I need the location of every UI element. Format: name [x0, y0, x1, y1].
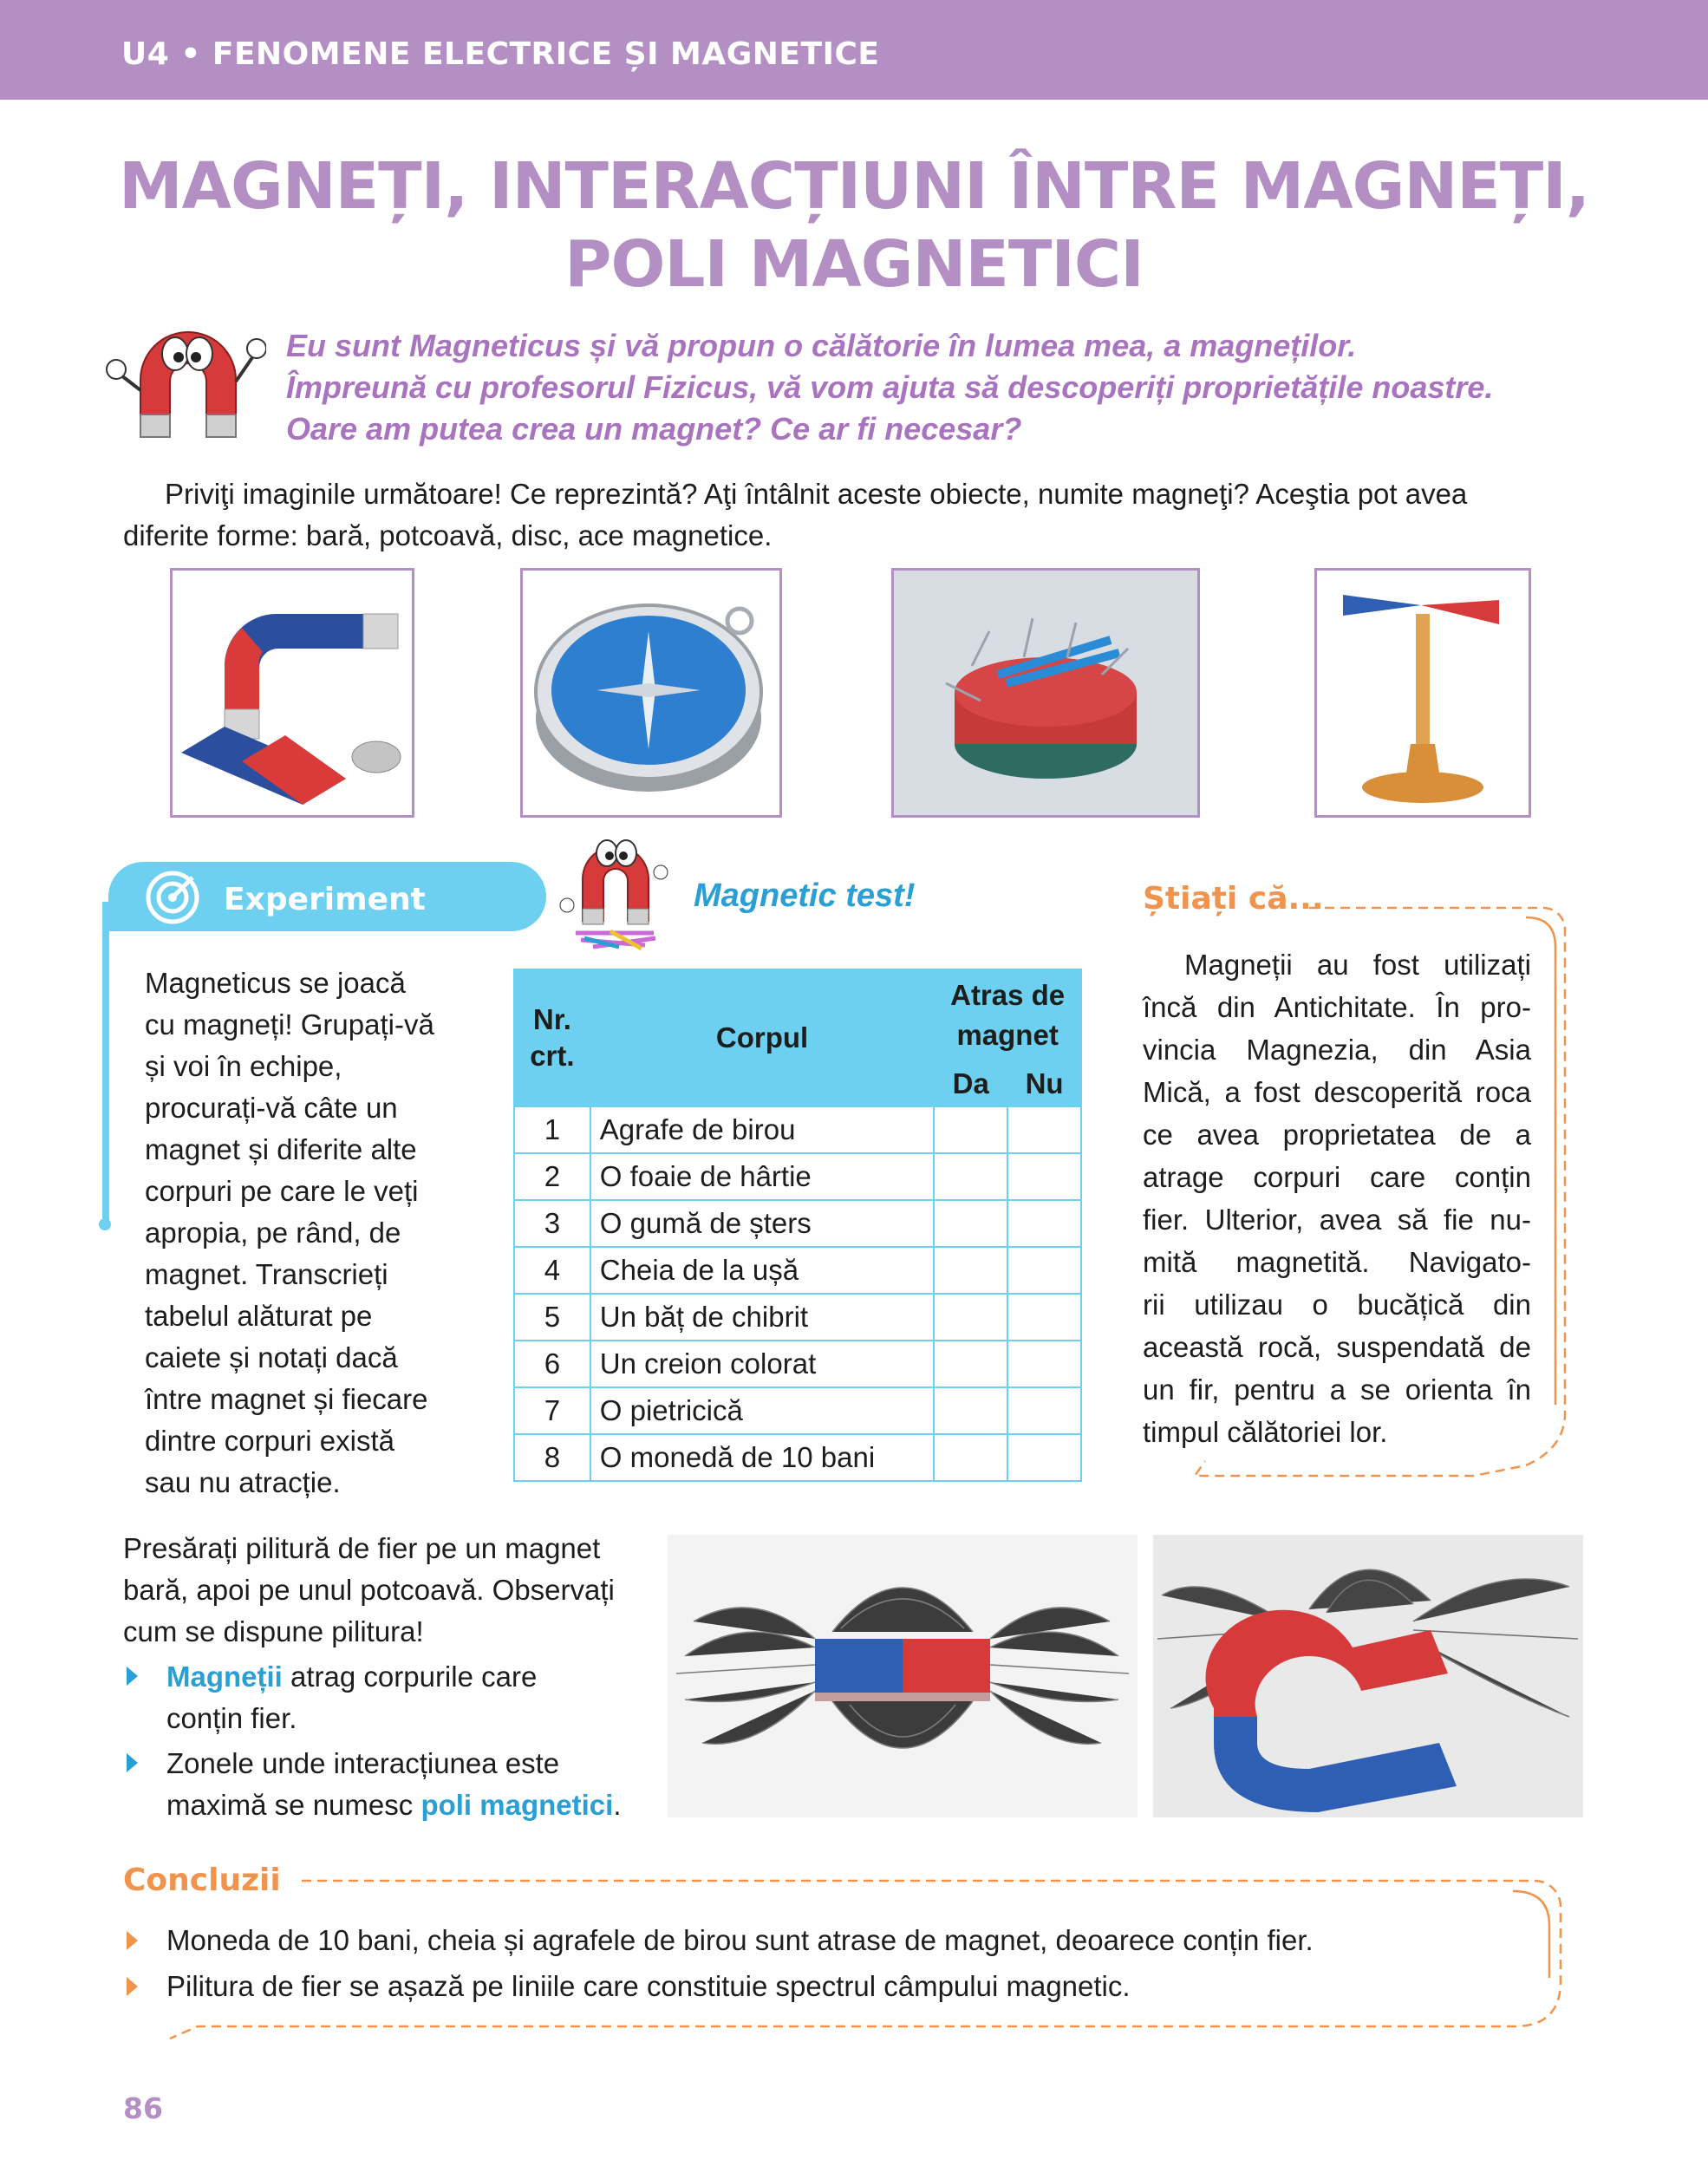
col-header-atras: Atras de magnet: [934, 969, 1081, 1061]
magneticus-mascot-illustration: [106, 312, 266, 451]
row-object: Cheia de la ușă: [590, 1247, 935, 1294]
table-row: [514, 1200, 1081, 1247]
row-number: 7: [514, 1387, 590, 1434]
experiment-text-11: între magnet și fiecare: [145, 1383, 428, 1415]
filings-text-1: Presărați pilitură de fier pe un magnet: [123, 1532, 601, 1564]
da-cell: [934, 1434, 1007, 1481]
experiment-text-10: caiete și notați dacă: [145, 1341, 398, 1373]
nu-cell: [1007, 1106, 1081, 1153]
row-number: 3: [514, 1200, 590, 1247]
stiati-text-7: fier. Ulterior, avea să fie nu-: [1143, 1204, 1531, 1236]
table-row: [514, 1341, 1081, 1387]
col-header-nu: Nu: [1007, 1061, 1081, 1106]
experiment-text-6: corpuri pe care le veți: [145, 1175, 419, 1207]
row-object: O pietricică: [590, 1387, 935, 1434]
nu-cell: [1007, 1387, 1081, 1434]
stiati-text-6: atrage corpuri care conțin: [1143, 1161, 1531, 1193]
experiment-line-dot: [99, 1218, 111, 1230]
col-header-nr: Nr. crt.: [514, 969, 590, 1106]
target-icon: [146, 871, 199, 924]
row-number: 8: [514, 1434, 590, 1481]
nu-cell: [1007, 1294, 1081, 1341]
page-title-line1: MAGNEȚI, INTERACȚIUNI ÎNTRE MAGNEȚI,: [119, 149, 1589, 224]
da-cell: [934, 1106, 1007, 1153]
magneticus-paperclips-illustration: [558, 825, 671, 956]
stiati-text-10: această rocă, suspendată de: [1143, 1331, 1531, 1363]
intro-line-2: Împreună cu profesorul Fizicus, vă vom ajuta să descoperiți proprietățile noastre.: [286, 369, 1494, 405]
magnetic-test-title: Magnetic test!: [694, 877, 916, 914]
row-object: Un băț de chibrit: [590, 1294, 935, 1341]
stiati-text-5: ce avea proprietatea de a: [1143, 1119, 1531, 1151]
experiment-text-1: Magneticus se joacă: [145, 967, 406, 999]
stiati-text-2: încă din Antichitate. În pro-: [1143, 991, 1531, 1023]
nu-cell: [1007, 1434, 1081, 1481]
bullet-icon: [127, 1667, 138, 1686]
magnet-with-pins-photo: [891, 568, 1200, 818]
col-header-corpul: Corpul: [590, 969, 935, 1106]
page-number: 86: [123, 2091, 163, 2125]
bar-magnet-filings-photo: [668, 1535, 1138, 1817]
row-object: Un creion colorat: [590, 1341, 935, 1387]
horseshoe-magnet-filings-photo: [1153, 1535, 1583, 1817]
stiati-text-11: un fir, pentru a se orienta în: [1143, 1373, 1531, 1406]
da-cell: [934, 1200, 1007, 1247]
bullet-icon: [127, 1931, 138, 1950]
magnets-shapes-photo: [170, 568, 414, 818]
bullet-icon: [127, 1753, 138, 1772]
experiment-text-7: apropia, pe rând, de: [145, 1217, 401, 1249]
magnetic-test-table: [513, 969, 1082, 1482]
page-title-line2: POLI MAGNETICI: [564, 227, 1144, 302]
da-cell: [934, 1153, 1007, 1200]
concluzii-item-2: Pilitura de fier se așază pe liniile care constituie spectrul câmpului magnetic.: [166, 1970, 1131, 2002]
experiment-text-13: sau nu atracție.: [145, 1466, 341, 1498]
table-row: [514, 1106, 1081, 1153]
experiment-title: Experiment: [224, 882, 426, 917]
nu-cell: [1007, 1341, 1081, 1387]
poli-magnetici-highlight: poli magnetici: [420, 1789, 614, 1821]
experiment-text-5: magnet și diferite alte: [145, 1133, 417, 1165]
bullet-icon: [127, 1977, 138, 1996]
filings-text-3: cum se dispune pilitura!: [123, 1615, 424, 1647]
filings-bullet-2: Zonele unde interacțiunea este: [166, 1747, 560, 1779]
row-number: 2: [514, 1153, 590, 1200]
stiati-text-1: Magneții au fost utilizați: [1184, 949, 1531, 981]
experiment-text-3: și voi în echipe,: [145, 1050, 342, 1082]
filings-bullet-1-cont: conțin fier.: [166, 1702, 297, 1734]
row-number: 6: [514, 1341, 590, 1387]
table-row: [514, 1294, 1081, 1341]
question-line-1: Priviţi imaginile următoare! Ce reprezintă? Aţi întâlnit aceste obiecte, numite magneţi? Aceştia pot avea: [165, 478, 1468, 510]
experiment-text-2: cu magneți! Grupați-vă: [145, 1008, 434, 1041]
magnetic-needle-photo: [1314, 568, 1531, 818]
da-cell: [934, 1341, 1007, 1387]
concluzii-title: Concluzii: [123, 1863, 281, 1898]
experiment-text-8: magnet. Transcrieți: [145, 1258, 388, 1290]
chapter-header: U4 • FENOMENE ELECTRICE ȘI MAGNETICE: [121, 36, 880, 72]
stiati-text-8: mită magnetită. Navigato-: [1143, 1246, 1531, 1278]
filings-text-2: bară, apoi pe unul potcoavă. Observați: [123, 1574, 615, 1606]
row-object: O gumă de șters: [590, 1200, 935, 1247]
compass-photo: [520, 568, 782, 818]
row-object: Agrafe de birou: [590, 1106, 935, 1153]
row-number: 1: [514, 1106, 590, 1153]
nu-cell: [1007, 1200, 1081, 1247]
row-object: O foaie de hârtie: [590, 1153, 935, 1200]
table-row: [514, 1434, 1081, 1481]
stiati-text-3: vincia Magnezia, din Asia: [1143, 1034, 1531, 1066]
col-header-da: Da: [934, 1061, 1007, 1106]
concluzii-item-1: Moneda de 10 bani, cheia și agrafele de birou sunt atrase de magnet, deoarece conțin fier.: [166, 1924, 1314, 1956]
table-row: [514, 1387, 1081, 1434]
nu-cell: [1007, 1153, 1081, 1200]
da-cell: [934, 1387, 1007, 1434]
experiment-text-9: tabelul alăturat pe: [145, 1300, 373, 1332]
experiment-text-4: procurați-vă câte un: [145, 1092, 398, 1124]
intro-line-1: Eu sunt Magneticus și vă propun o călătorie în lumea mea, a magneților.: [286, 328, 1357, 363]
stiati-text-9: rii utilizau o bucățică din: [1143, 1289, 1531, 1321]
magneti-highlight: Magneții: [166, 1660, 283, 1693]
da-cell: [934, 1294, 1007, 1341]
experiment-side-line: [102, 902, 109, 1224]
nu-cell: [1007, 1247, 1081, 1294]
intro-line-3: Oare am putea crea un magnet? Ce ar fi necesar?: [286, 411, 1022, 447]
stiati-title: Știați că...: [1143, 881, 1324, 917]
row-object: O monedă de 10 bani: [590, 1434, 935, 1481]
stiati-text-12: timpul călătoriei lor.: [1143, 1416, 1388, 1448]
filings-bullet-1: Magneții atrag corpurile care: [166, 1660, 538, 1693]
stiati-text-4: Mică, a fost descoperită roca: [1143, 1076, 1531, 1108]
row-number: 5: [514, 1294, 590, 1341]
da-cell: [934, 1247, 1007, 1294]
table-row: [514, 1247, 1081, 1294]
table-row: [514, 1153, 1081, 1200]
row-number: 4: [514, 1247, 590, 1294]
question-line-2: diferite forme: bară, potcoavă, disc, ace magnetice.: [123, 519, 773, 551]
filings-bullet-2-cont: maximă se numesc poli magnetici.: [166, 1789, 622, 1821]
experiment-text-12: dintre corpuri există: [145, 1425, 394, 1457]
